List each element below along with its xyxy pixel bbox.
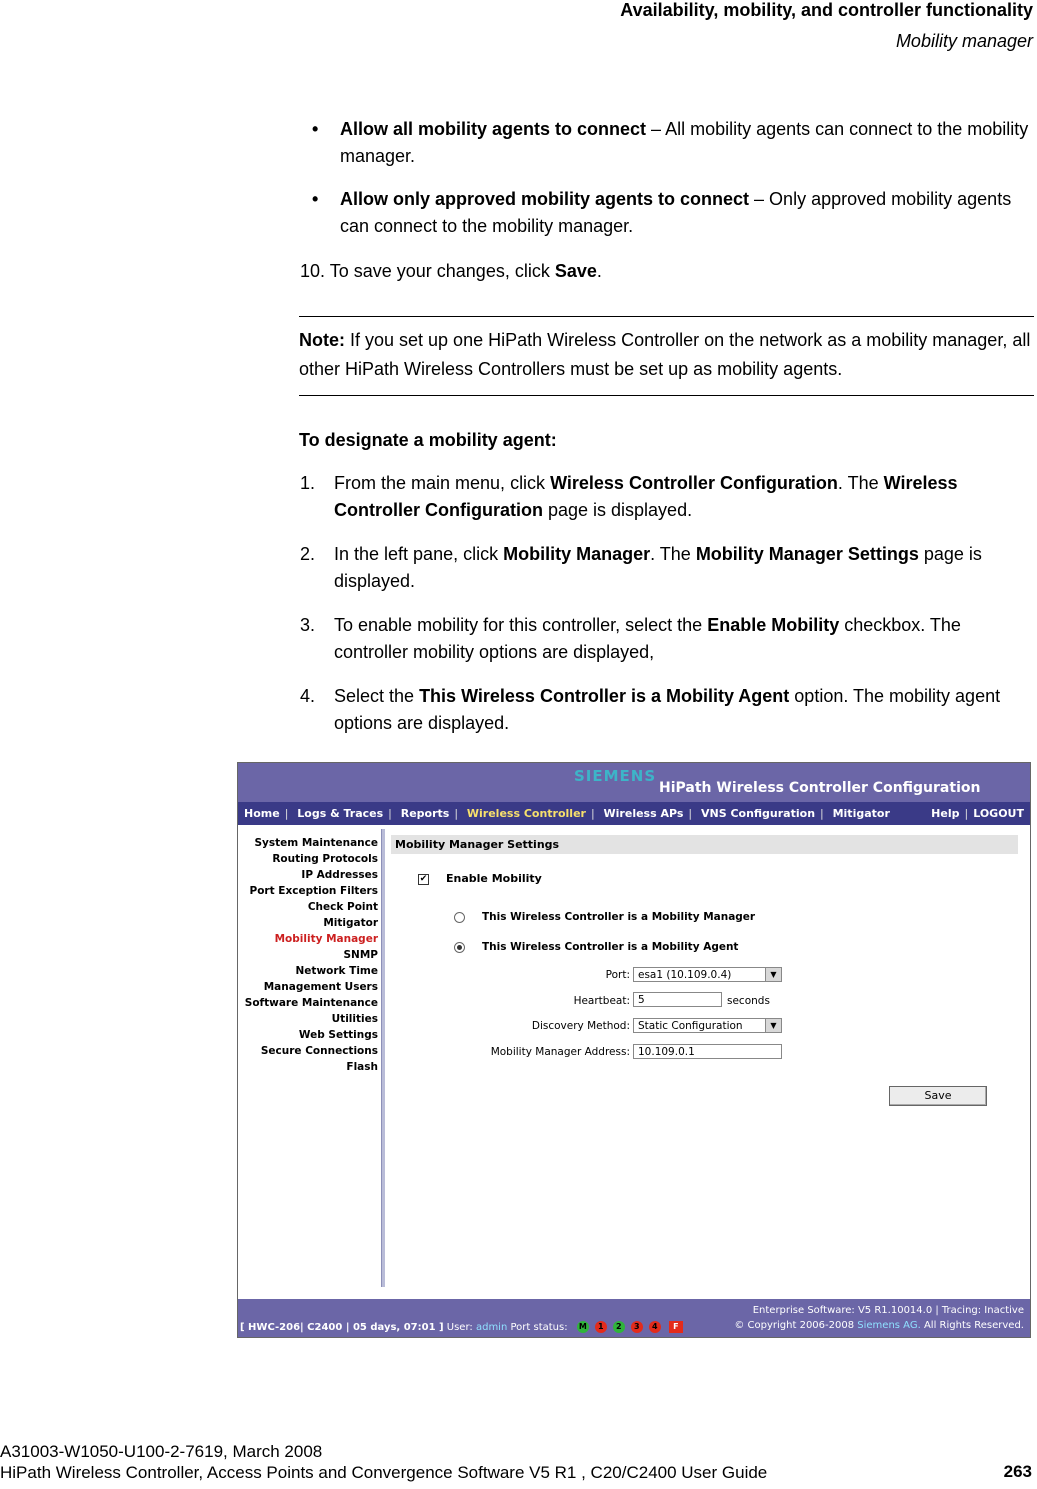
- menu-logout[interactable]: LOGOUT: [973, 807, 1024, 820]
- note-top-rule: [299, 316, 1034, 317]
- port-status-2-icon: 2: [613, 1321, 625, 1333]
- software-version: Enterprise Software: V5 R1.10014.0 | Tracing: Inactive: [752, 1305, 1024, 1316]
- step-number: 2.: [300, 544, 316, 564]
- sidebar-item-port-exception-filters[interactable]: Port Exception Filters: [249, 885, 378, 897]
- menu-separator: |: [964, 807, 969, 820]
- sidebar-item-routing-protocols[interactable]: Routing Protocols: [272, 853, 378, 865]
- menu-separator: |: [454, 807, 459, 820]
- doc-id: A31003-W1050-U100-2-7619, March 2008: [0, 1442, 323, 1461]
- menu-vns-configuration[interactable]: VNS Configuration: [700, 807, 816, 820]
- bullet-term: Allow only approved mobility agents to connect: [340, 189, 750, 209]
- menu-logs-traces[interactable]: Logs & Traces: [297, 807, 384, 820]
- procedure-title: To designate a mobility agent:: [299, 430, 557, 450]
- bullet-text: – Only approved mobility agents can connect to the mobility manager.: [340, 189, 1012, 236]
- doc-title: HiPath Wireless Controller, Access Points and Convergence Software V5 R1 , C20/C2400 User Guide: [0, 1463, 768, 1482]
- step-10: [300, 258, 602, 285]
- status-right: [734, 1303, 1024, 1333]
- step-number: 4.: [300, 686, 316, 706]
- menu-separator: |: [820, 807, 824, 820]
- heartbeat-label: Heartbeat:: [573, 995, 630, 1007]
- step-bold: Wireless Controller Configuration: [550, 473, 838, 493]
- port-select[interactable]: [633, 967, 782, 982]
- app-screenshot: [237, 762, 1031, 1338]
- port-status-4-icon: 4: [649, 1321, 661, 1333]
- menu-help[interactable]: Help: [931, 807, 960, 820]
- menu-separator: |: [388, 807, 392, 820]
- port-status-3-icon: 3: [631, 1321, 643, 1333]
- step-bold: Mobility Manager Settings: [695, 544, 919, 564]
- menu-mitigator[interactable]: Mitigator: [832, 807, 890, 820]
- step-text: From the main menu, click: [334, 473, 551, 493]
- section-title: Mobility manager: [895, 31, 1033, 51]
- note-label: Note:: [299, 330, 345, 350]
- menu-reports[interactable]: Reports: [400, 807, 450, 820]
- heartbeat-input[interactable]: 5: [633, 992, 722, 1007]
- save-button[interactable]: Save: [889, 1086, 987, 1106]
- status-left: [240, 1321, 683, 1333]
- menu-separator: |: [284, 807, 289, 820]
- sidebar-item-management-users[interactable]: Management Users: [263, 981, 378, 993]
- step-text: page is displayed.: [334, 544, 982, 591]
- sidebar-item-utilities[interactable]: Utilities: [331, 1013, 378, 1025]
- step-text: To enable mobility for this controller, select the: [334, 615, 708, 635]
- enable-mobility-checkbox[interactable]: ✔: [419, 874, 428, 884]
- bullet-symbol: •: [312, 189, 319, 209]
- panel-title: Mobility Manager Settings: [391, 835, 1018, 854]
- sidebar-item-mitigator[interactable]: Mitigator: [323, 917, 378, 929]
- enable-mobility-label: Enable Mobility: [446, 872, 542, 885]
- menu-home[interactable]: Home: [244, 807, 280, 820]
- step-text: option. The mobility agent options are displayed.: [334, 686, 1001, 733]
- step-text: To save your changes, click: [329, 261, 555, 281]
- step-text: In the left pane, click: [334, 544, 504, 564]
- sidebar-item-network-time[interactable]: Network Time: [295, 965, 378, 977]
- step-number: 3.: [300, 615, 316, 635]
- bullet-text: – All mobility agents can connect to the mobility manager.: [340, 119, 1029, 166]
- step-number: 10.: [300, 261, 326, 281]
- app-banner: [238, 763, 1030, 802]
- company-link[interactable]: Siemens AG.: [857, 1320, 921, 1331]
- port-value: esa1 (10.109.0.4): [638, 969, 732, 981]
- manager-address-input[interactable]: 10.109.0.1: [633, 1044, 782, 1059]
- menu-separator: |: [590, 807, 595, 820]
- menu-wireless-aps[interactable]: Wireless APs: [603, 807, 684, 820]
- step-bold: This Wireless Controller is a Mobility Agent: [419, 686, 790, 706]
- step-bold: Save: [554, 261, 597, 281]
- note: [299, 326, 1037, 384]
- menu-wireless-controller[interactable]: Wireless Controller: [466, 807, 586, 820]
- main-menu: [238, 802, 1030, 825]
- sidebar-item-software-maintenance[interactable]: Software Maintenance: [244, 997, 378, 1009]
- chapter-title: Availability, mobility, and controller functionality: [620, 0, 1033, 20]
- bullet-allow-all: [312, 116, 1030, 170]
- sidebar-item-check-point[interactable]: Check Point: [307, 901, 378, 913]
- left-pane: [238, 825, 378, 1287]
- sidebar-item-web-settings[interactable]: Web Settings: [298, 1029, 378, 1041]
- discovery-method-value: Static Configuration: [638, 1020, 743, 1032]
- mobility-agent-radio[interactable]: [454, 942, 465, 953]
- pane-divider: [381, 829, 385, 1287]
- step-text: . The: [650, 544, 696, 564]
- step-text: page is displayed.: [542, 500, 693, 520]
- port-label: Port:: [605, 969, 630, 981]
- mobility-manager-radio-label: This Wireless Controller is a Mobility Manager: [482, 911, 756, 923]
- siemens-logo: SIEMENS: [574, 767, 657, 785]
- sidebar-item-flash[interactable]: Flash: [346, 1061, 378, 1073]
- step-number: 1.: [300, 473, 316, 493]
- copyright: [734, 1318, 1024, 1333]
- step-bold: Mobility Manager: [503, 544, 651, 564]
- step-bold: Enable Mobility: [707, 615, 840, 635]
- bullet-symbol: •: [312, 119, 319, 139]
- sidebar-item-snmp[interactable]: SNMP: [343, 949, 378, 961]
- page-number: 263: [1003, 1462, 1032, 1481]
- step-text-end: .: [596, 261, 602, 281]
- app-title: HiPath Wireless Controller Configuration: [659, 780, 981, 796]
- sidebar-item-system-maintenance[interactable]: System Maintenance: [254, 837, 378, 849]
- status-port-label: Port status:: [510, 1322, 568, 1333]
- note-text: If you set up one HiPath Wireless Controller on the network as a mobility manager, all other HiPath Wireless Controllers must be set up as mobility agents.: [299, 330, 1031, 379]
- status-user: admin: [475, 1322, 508, 1333]
- bullet-allow-approved: [312, 186, 1030, 240]
- sidebar-item-ip-addresses[interactable]: IP Addresses: [301, 869, 378, 881]
- mobility-agent-radio-label: This Wireless Controller is a Mobility Agent: [482, 941, 739, 953]
- sidebar-item-secure-connections[interactable]: Secure Connections: [260, 1045, 378, 1057]
- flash-status-icon: F: [669, 1321, 683, 1333]
- step-text: checkbox. The controller mobility options are displayed,: [334, 615, 961, 662]
- status-controller-info: [ HWC-206| C2400 | 05 days, 07:01 ]: [240, 1322, 444, 1333]
- discovery-method-select[interactable]: [633, 1018, 782, 1033]
- step-text: . The: [837, 473, 884, 493]
- note-bottom-rule: [299, 395, 1034, 396]
- manager-address-label: Mobility Manager Address:: [490, 1046, 630, 1058]
- step-bold: Wireless Controller Configuration: [334, 473, 958, 520]
- copyright-text: © Copyright 2006-2008: [734, 1320, 855, 1331]
- heartbeat-unit: seconds: [727, 995, 770, 1007]
- rights-text: All Rights Reserved.: [923, 1320, 1024, 1331]
- port-status-1-icon: 1: [595, 1321, 607, 1333]
- status-bar: [238, 1299, 1030, 1337]
- menu-separator: |: [688, 807, 693, 820]
- sidebar-item-mobility-manager[interactable]: Mobility Manager: [274, 933, 378, 945]
- chevron-down-icon: ▼: [765, 968, 781, 981]
- chevron-down-icon: ▼: [765, 1019, 781, 1032]
- step-text: Select the: [334, 686, 420, 706]
- mobility-manager-radio[interactable]: [454, 912, 465, 923]
- discovery-method-label: Discovery Method:: [531, 1020, 630, 1032]
- status-user-label: User:: [446, 1322, 473, 1333]
- port-status-m-icon: M: [577, 1321, 589, 1333]
- bullet-term: Allow all mobility agents to connect: [340, 119, 647, 139]
